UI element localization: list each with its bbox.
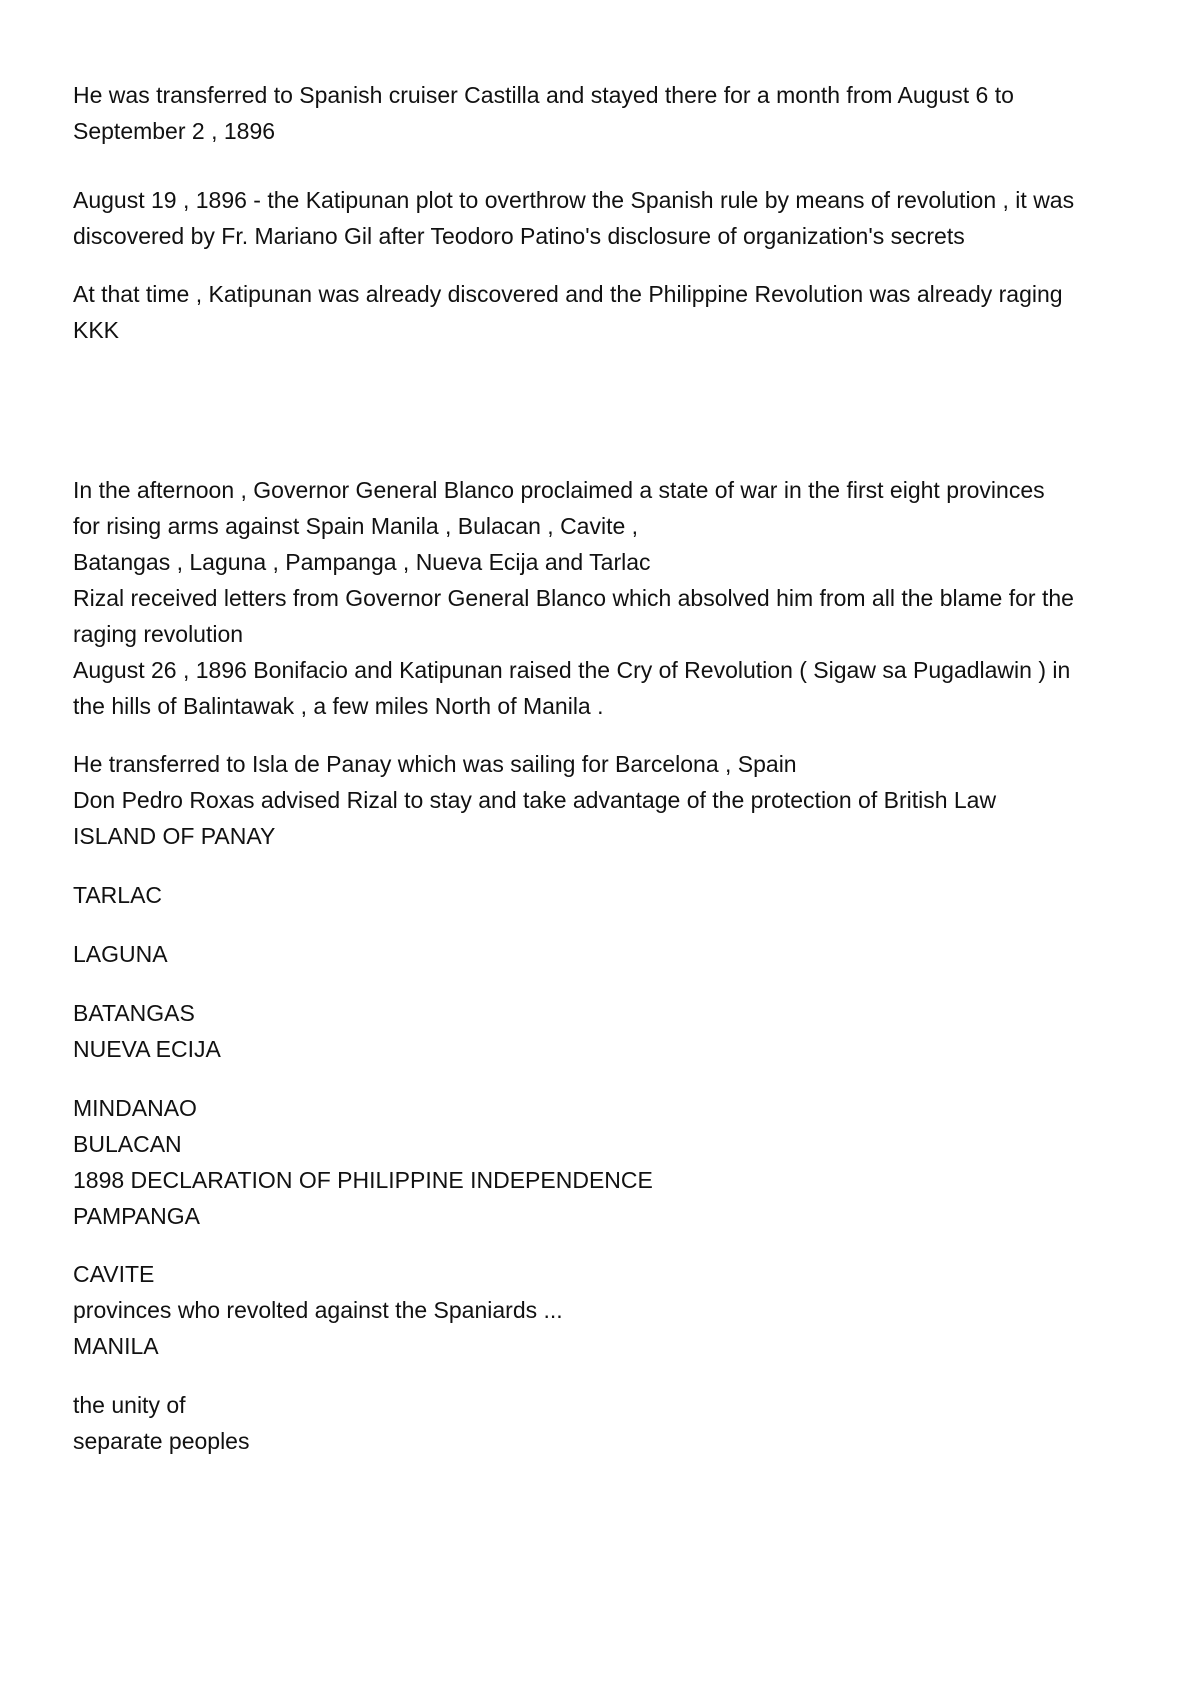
text-line: He was transferred to Spanish cruiser Castilla and stayed there for a month from August 6 to bbox=[73, 82, 1014, 108]
text-line: NUEVA ECIJA bbox=[73, 1036, 221, 1062]
text-line: the unity of bbox=[73, 1392, 186, 1418]
text-line: TARLAC bbox=[73, 882, 163, 908]
text-line: separate peoples bbox=[73, 1428, 250, 1454]
text-line: BATANGAS bbox=[73, 1000, 195, 1026]
text-line: CAVITE bbox=[73, 1261, 155, 1287]
text-line: MINDANAO bbox=[73, 1095, 197, 1121]
text-line: LAGUNA bbox=[73, 941, 168, 967]
text-line: BULACAN bbox=[73, 1131, 182, 1157]
text-line: provinces who revolted against the Spaniards ... bbox=[73, 1297, 563, 1323]
text-line: MANILA bbox=[73, 1333, 159, 1359]
text-line: He transferred to Isla de Panay which was sailing for Barcelona , Spain bbox=[73, 751, 797, 777]
text-line: for rising arms against Spain Manila , Bulacan , Cavite , bbox=[73, 513, 639, 539]
text-line: discovered by Fr. Mariano Gil after Teodoro Patino's disclosure of organization's secrets bbox=[73, 223, 965, 249]
text-line: 1898 DECLARATION OF PHILIPPINE INDEPENDENCE bbox=[73, 1167, 653, 1193]
text-line: At that time , Katipunan was already discovered and the Philippine Revolution was already raging bbox=[73, 281, 1063, 307]
text-line: Rizal received letters from Governor General Blanco which absolved him from all the blame for the bbox=[73, 585, 1074, 611]
text-line: the hills of Balintawak , a few miles North of Manila . bbox=[73, 693, 604, 719]
text-line: Batangas , Laguna , Pampanga , Nueva Ecija and Tarlac bbox=[73, 549, 651, 575]
text-line: August 19 , 1896 - the Katipunan plot to overthrow the Spanish rule by means of revolution , it was bbox=[73, 187, 1075, 213]
text-line: raging revolution bbox=[73, 621, 244, 647]
text-line: PAMPANGA bbox=[73, 1203, 200, 1229]
text-line: KKK bbox=[73, 317, 120, 343]
text-line: ISLAND OF PANAY bbox=[73, 823, 276, 849]
text-line: In the afternoon , Governor General Blanco proclaimed a state of war in the first eight provinces bbox=[73, 477, 1045, 503]
text-line: August 26 , 1896 Bonifacio and Katipunan raised the Cry of Revolution ( Sigaw sa Pugadlawin ) in bbox=[73, 657, 1071, 683]
text-line: Don Pedro Roxas advised Rizal to stay and take advantage of the protection of British Law bbox=[73, 787, 997, 813]
text-line: September 2 , 1896 bbox=[73, 118, 276, 144]
